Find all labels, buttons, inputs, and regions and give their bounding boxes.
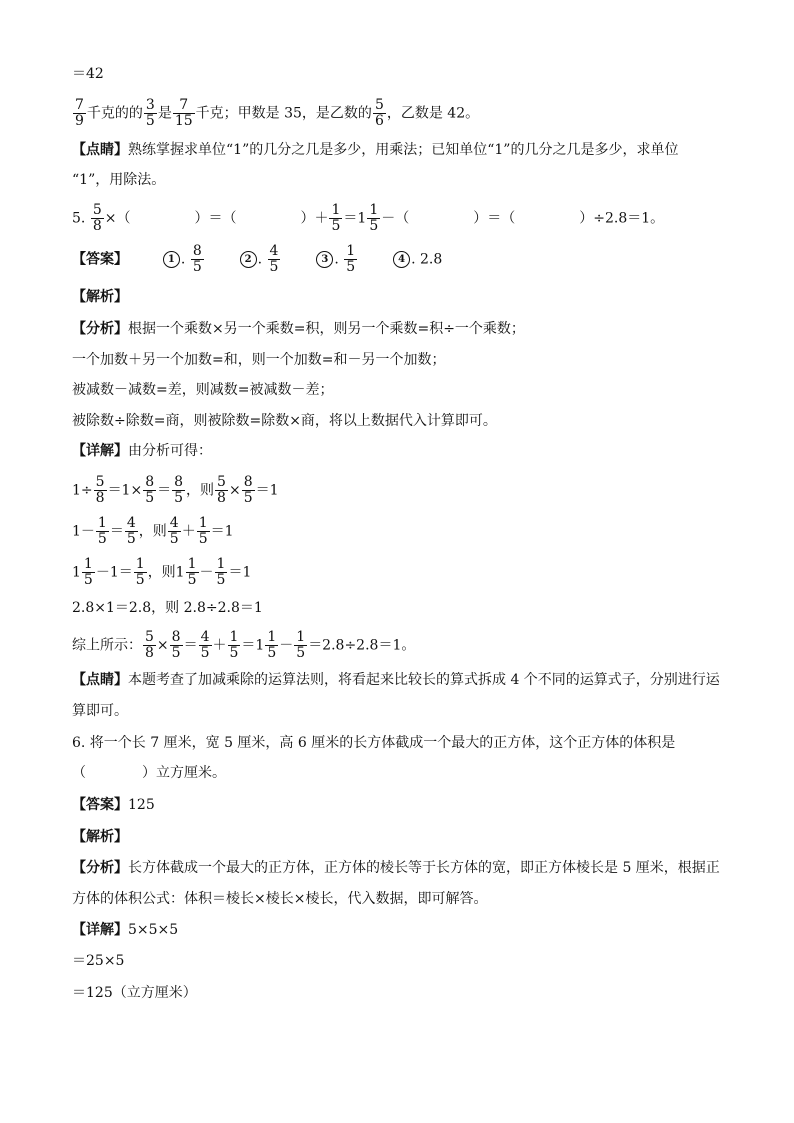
fraction: $\frac{8}{5}$ [171, 629, 181, 661]
circled-number-3: 3 [316, 251, 333, 268]
analysis-6-line-2: 方体的体积公式：体积＝棱长×棱长×棱长，代入数据，即可解答。 [72, 891, 488, 907]
fraction: $\frac{5}{8}$ [145, 629, 154, 661]
analysis-line-1: 【分析】根据一个乘数×另一个乘数=积，则另一个乘数=积÷一个乘数； [72, 321, 525, 337]
fraction: $\frac{1}{5}$ [198, 515, 208, 547]
key-point-2-line-2: 算即可。 [72, 703, 128, 719]
equation-line-3: 1 $\frac{1}{5}$ －1＝ $\frac{1}{5}$ ，则1 $\frac{1}{5}$ － $\frac{1}{5}$ ＝1 [72, 556, 252, 588]
fraction: $\frac{5}{8}$ [217, 474, 226, 506]
fraction: $\frac{8}{5}$ [192, 243, 202, 275]
fraction: $\frac{1}{5}$ [135, 556, 145, 588]
section-tag: 【分析】 [72, 321, 128, 337]
equation-summary: 综上所示： $\frac{5}{8}$ × $\frac{8}{5}$ ＝ $\frac{4}{5}$ ＋ $\frac{1}{5}$ ＝1 $\frac{1}{5}$ － $\frac{1}{5}$ ＝2.8÷2.8＝1。 [72, 629, 416, 661]
detail-heading: 【详解】由分析可得： [72, 443, 212, 459]
analysis-line-2: 一个加数＋另一个加数=和，则一个加数=和－另一个加数； [72, 352, 446, 368]
question-6-line-2: （ ）立方厘米。 [72, 765, 226, 781]
question-6-line-1: 6. 将一个长 7 厘米，宽 5 厘米，高 6 厘米的长方体截成一个最大的正方体，这个正方体的体积是 [72, 735, 676, 751]
circled-number-4: 4 [393, 251, 410, 268]
section-tag: 【解析】 [72, 829, 128, 845]
line-eq-42: ＝42 [72, 66, 104, 82]
fraction: $\frac{1}{5}$ [369, 202, 379, 234]
line-result-weights: $\frac{7}{9}$ 千克的的 $\frac{3}{5}$ 是 $\frac{7}{15}$ 千克；甲数是 35，是乙数的 $\frac{5}{6}$ ，乙数是 42。 [75, 97, 480, 129]
section-tag: 【详解】 [72, 922, 128, 938]
section-tag: 【答案】 [72, 251, 128, 268]
fraction: $\frac{5}{6}$ [374, 97, 384, 129]
section-tag: 【解析】 [72, 289, 128, 305]
circled-number-1: 1 [163, 251, 180, 268]
fraction: $\frac{4}{5}$ [126, 515, 136, 547]
section-tag: 【详解】 [72, 443, 128, 459]
section-tag: 【分析】 [72, 860, 128, 876]
fraction: $\frac{8}{5}$ [243, 474, 253, 506]
answer-5: 【答案】 1 . $\frac{8}{5}$ 2 . $\frac{4}{5}$ 3 . $\frac{1}{5}$ 4 . 2.8 [72, 243, 443, 275]
fraction: $\frac{1}{5}$ [83, 556, 93, 588]
step-line-1: ＝25×5 [72, 953, 125, 969]
key-point-2-line-1: 【点睛】本题考查了加减乘除的运算法则，将看起来比较长的算式拆成 4 个不同的运算式子，分别进行运 [72, 672, 720, 688]
key-point-line-1: 【点睛】熟练掌握求单位“1”的几分之几是多少，用乘法；已知单位“1”的几分之几是多少，求单位 [72, 142, 679, 158]
question-5: 5. $\frac{5}{8}$ ×（ ）＝（ ）＋ $\frac{1}{5}$ ＝1 $\frac{1}{5}$ －（ ）＝（ ）÷2.8＝1。 [72, 202, 665, 234]
equation-line-4: 2.8×1＝2.8，则 2.8÷2.8＝1 [72, 600, 263, 616]
fraction: $\frac{1}{5}$ [216, 556, 226, 588]
detail-6: 【详解】5×5×5 [72, 922, 179, 938]
step-line-2: ＝125（立方厘米） [72, 985, 197, 1001]
fraction: $\frac{7}{9}$ [75, 97, 84, 129]
fraction: $\frac{5}{8}$ [92, 202, 102, 234]
circled-number-2: 2 [240, 251, 257, 268]
fraction: $\frac{1}{5}$ [346, 243, 356, 275]
fraction: $\frac{7}{15}$ [174, 97, 193, 129]
fraction: $\frac{8}{5}$ [145, 474, 155, 506]
fraction: $\frac{1}{5}$ [267, 629, 277, 661]
answer-6: 【答案】125 [72, 797, 155, 813]
fraction: $\frac{1}{5}$ [97, 515, 107, 547]
fraction: $\frac{1}{5}$ [229, 629, 239, 661]
section-tag: 【答案】 [72, 797, 128, 813]
key-point-line-2: “1”，用除法。 [72, 172, 166, 188]
fraction: $\frac{4}{5}$ [269, 243, 279, 275]
equation-line-1: 1÷ $\frac{5}{8}$ ＝1× $\frac{8}{5}$ ＝ $\frac{8}{5}$ ，则 $\frac{5}{8}$ × $\frac{8}{5}$ ＝1 [72, 474, 279, 506]
fraction: $\frac{4}{5}$ [200, 629, 210, 661]
fraction: $\frac{5}{8}$ [95, 474, 105, 506]
fraction: $\frac{4}{5}$ [169, 515, 179, 547]
question-number: 5. [72, 210, 86, 227]
fraction: $\frac{1}{5}$ [331, 202, 341, 234]
fraction: $\frac{3}{5}$ [145, 97, 155, 129]
equation-line-2: 1－ $\frac{1}{5}$ ＝ $\frac{4}{5}$ ，则 $\frac{4}{5}$ ＋ $\frac{1}{5}$ ＝1 [72, 515, 234, 547]
section-tag: 【点睛】 [72, 142, 128, 158]
analysis-6-line-1: 【分析】长方体截成一个最大的正方体，正方体的棱长等于长方体的宽，即正方体棱长是 5 厘米，根据正 [72, 860, 720, 876]
section-tag: 【点睛】 [72, 672, 128, 688]
analysis-line-4: 被除数÷除数=商，则被除数=除数×商，将以上数据代入计算即可。 [72, 413, 497, 429]
fraction: $\frac{8}{5}$ [174, 474, 184, 506]
analysis-line-3: 被减数－减数=差，则减数=被减数－差； [72, 382, 334, 398]
fraction: $\frac{1}{5}$ [187, 556, 197, 588]
fraction: $\frac{1}{5}$ [296, 629, 306, 661]
